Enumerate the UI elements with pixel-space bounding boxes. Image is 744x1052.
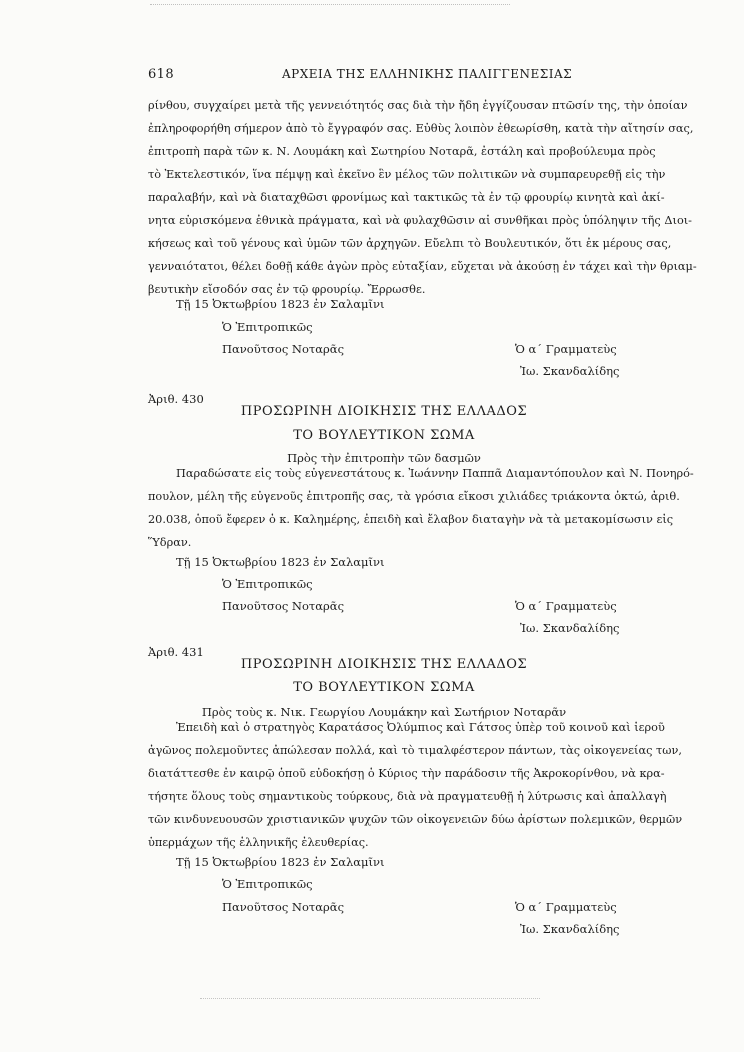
doc3-addressee: Πρὸς τοὺς κ. Νικ. Γεωργίου Λουμάκην καὶ Σωτήριον Νοταρᾶν [201,705,567,719]
scan-artifact-top [150,4,510,7]
doc2-line: 20.038, ὁποῦ ἔφερεν ὁ κ. Καλημέρης, ἐπειδὴ καὶ ἔλαβον διαταγὴν νὰ τὰ μετακομίσωσιν εἰς [148,513,674,526]
doc1-sig-right-title: Ὁ α΄ Γραμματεὺς [515,342,617,356]
running-title: ΑΡΧΕΙΑ ΤΗΣ ΕΛΛΗΝΙΚΗΣ ΠΑΛΙΓΓΕΝΕΣΙΑΣ [282,67,573,81]
doc3-sig-left-title: Ὁ Ἐπιτροπικῶς [222,877,313,891]
doc2-line: Παραδώσατε εἰς τοὺς εὐγενεστάτους κ. Ἰωάννην Παππᾶ Διαμαντόπουλον καὶ Ν. Πονηρό- [176,467,694,480]
doc1-line: παραλαβήν, καὶ νὰ διαταχθῶσι φρονίμως καὶ τακτικῶς τὰ ἐν τῷ φρουρίῳ κινητὰ καὶ ἀκί- [148,191,665,204]
page-number: 618 [148,67,175,82]
doc3-number: Ἀριθ. 431 [148,645,204,659]
doc3-heading-1: ΠΡΟΣΩΡΙΝΗ ΔΙΟΙΚΗΣΙΣ ΤΗΣ ΕΛΛΑΔΟΣ [240,657,528,672]
doc3-sig-right-name: Ἰω. Σκανδαλίδης [520,922,620,936]
doc2-line: Ὕδραν. [148,536,192,549]
doc3-line: τήσητε ὅλους τοὺς σημαντικοὺς τούρκους, διὰ νὰ πραγματευθῇ ἡ λύτρωσις καὶ ἀπαλλαγὴ [148,790,667,803]
doc3-line: τῶν κινδυνευουσῶν χριστιανικῶν ψυχῶν τῶν οἰκογενειῶν δύω ἀρίστων πολεμικῶν, θερμῶν [148,813,683,826]
doc3-line: ὑπερμάχων τῆς ἑλληνικῆς ἐλευθερίας. [148,836,369,849]
doc3-date: Τῇ 15 Ὀκτωβρίου 1823 ἐν Σαλαμῖνι [176,855,385,869]
doc1-line: κήσεως καὶ τοῦ γένους καὶ ὑμῶν τῶν ἀρχηγῶν. Εὔελπι τὸ Βουλευτικόν, ὅτι ἐκ μέρους σας, [148,237,672,250]
doc1-sig-left-name: Πανοῦτσος Νοταρᾶς [222,342,345,356]
doc2-addressee: Πρὸς τὴν ἐπιτροπὴν τῶν δασμῶν [287,451,481,465]
doc2-sig-right-name: Ἰω. Σκανδαλίδης [520,621,620,635]
doc3-line: Ἐπειδὴ καὶ ὁ στρατηγὸς Καρατάσος Ὀλύμπιος καὶ Γάτσος ὑπὲρ τοῦ κοινοῦ καὶ ἱεροῦ [176,721,665,734]
doc1-line: νητα εὑρισκόμενα ἐθνικὰ πράγματα, καὶ νὰ φυλαχθῶσιν αἱ συνθῆκαι πρὸς ὑπόληψιν τῆς Διοι- [148,214,692,227]
doc1-line: γενναιότατοι, θέλει δοθῇ κάθε ἀγὼν πρὸς εὐταξίαν, εὔχεται νὰ ἀκούσῃ ἐν τάχει καὶ τὴν θριαμ- [148,260,697,273]
doc2-date: Τῇ 15 Ὀκτωβρίου 1823 ἐν Σαλαμῖνι [176,555,385,569]
doc1-line: τὸ Ἐκτελεστικόν, ἵνα πέμψῃ καὶ ἐκεῖνο ἓν μέλος τῶν πολιτικῶν νὰ συμπαρευρεθῇ εἰς τὴν [148,168,666,181]
doc2-sig-left-title: Ὁ Ἐπιτροπικῶς [222,577,313,591]
doc1-sig-right-name: Ἰω. Σκανδαλίδης [520,364,620,378]
doc2-heading-1: ΠΡΟΣΩΡΙΝΗ ΔΙΟΙΚΗΣΙΣ ΤΗΣ ΕΛΛΑΔΟΣ [240,404,528,419]
doc3-line: ἀγῶνος πολεμοῦντες ἀπώλεσαν πολλά, καὶ τὸ τιμαλφέστερον πάντων, τὰς οἰκογενείας των, [148,744,682,757]
doc1-line: βευτικὴν εἴσοδόν σας ἐν τῷ φρουρίῳ. Ἔρρωσθε. [148,283,426,296]
doc1-date: Τῇ 15 Ὀκτωβρίου 1823 ἐν Σαλαμῖνι [176,297,385,311]
doc1-line: ἐπιτροπὴ παρὰ τῶν κ. Ν. Λουμάκη καὶ Σωτηρίου Νοταρᾶ, ἐστάλη καὶ προβούλευμα πρὸς [148,145,656,158]
doc3-heading-2: ΤΟ ΒΟΥΛΕΥΤΙΚΟΝ ΣΩΜΑ [293,680,475,695]
doc2-line: πουλον, μέλη τῆς εὐγενοῦς ἐπιτροπῆς σας, τὰ γρόσια εἴκοσι χιλιάδες τριάκοντα ὀκτώ, ἀριθ. [148,490,680,503]
doc1-line: ρίνθου, συγχαίρει μετὰ τῆς γεννειότητός σας διὰ τὴν ἤδη ἐγγίζουσαν πτῶσίν της, τὴν ὁποίαν [148,99,688,112]
doc2-sig-left-name: Πανοῦτσος Νοταρᾶς [222,599,345,613]
doc1-line: ἐπληροφορήθη σήμερον ἀπὸ τὸ ἔγγραφόν σας. Εὐθὺς λοιπὸν ἐθεωρίσθη, κατὰ τὴν αἴτησίν σας, [148,122,694,135]
doc2-number: Ἀριθ. 430 [148,392,204,406]
doc3-sig-left-name: Πανοῦτσος Νοταρᾶς [222,900,345,914]
scan-artifact-bottom [200,998,540,1001]
doc2-sig-right-title: Ὁ α΄ Γραμματεὺς [515,599,617,613]
doc2-heading-2: ΤΟ ΒΟΥΛΕΥΤΙΚΟΝ ΣΩΜΑ [293,428,475,443]
doc1-sig-left-title: Ὁ Ἐπιτροπικῶς [222,320,313,334]
doc3-line: διατάττεσθε ἐν καιρῷ ὁποῦ εὐδοκήσῃ ὁ Κύριος τὴν παράδοσιν τῆς Ἀκροκορίνθου, νὰ κρα- [148,767,665,780]
doc3-sig-right-title: Ὁ α΄ Γραμματεὺς [515,900,617,914]
